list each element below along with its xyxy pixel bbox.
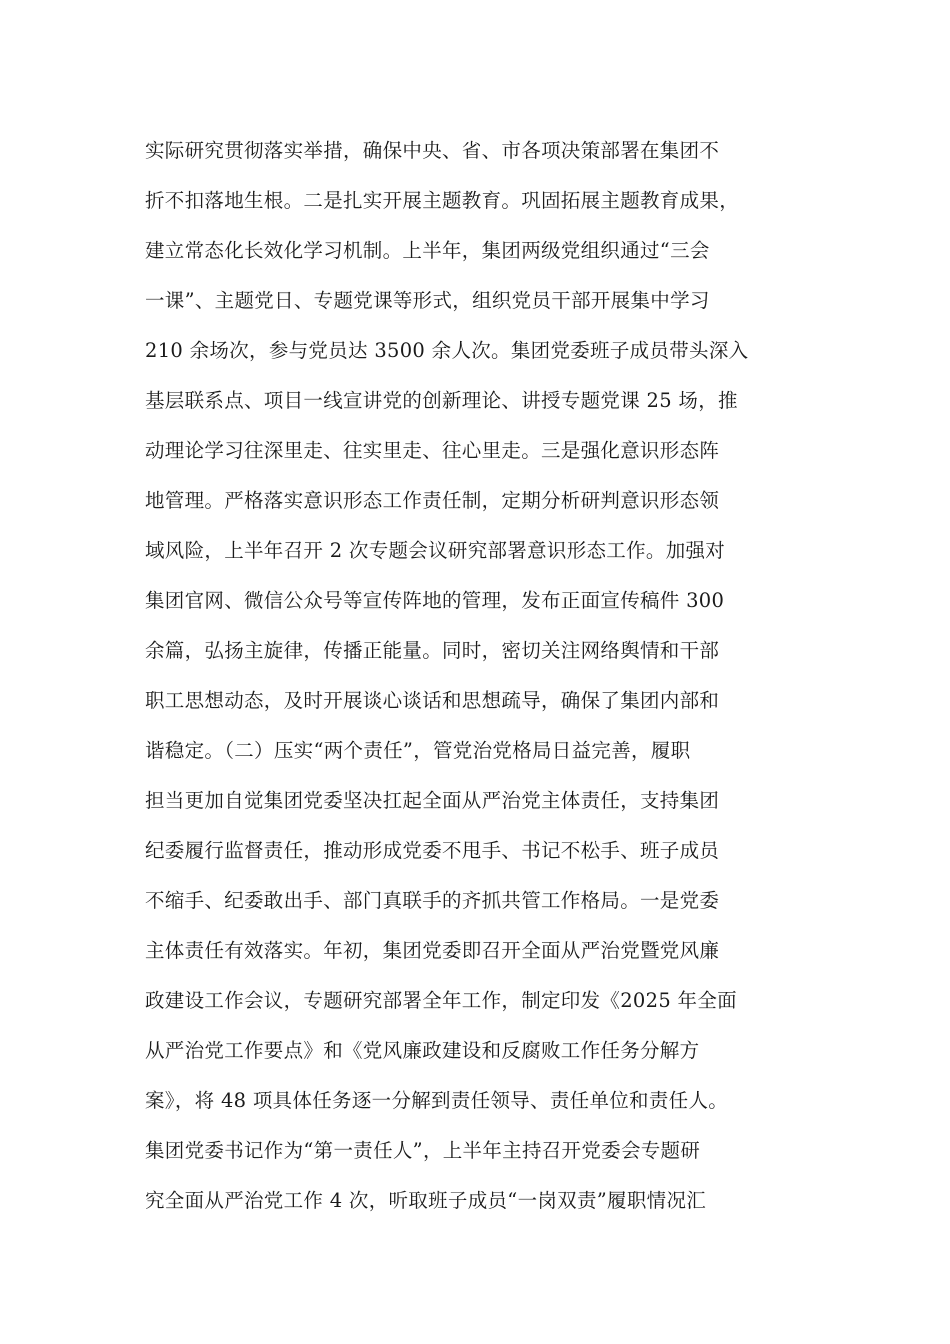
text-line-9: 域风险，上半年召开 2 次专题会议研究部署意识形态工作。加强对: [145, 539, 726, 562]
text-line-10: 集团官网、微信公众号等宣传阵地的管理，发布正面宣传稿件 300: [145, 589, 725, 612]
text-line-11: 余篇，弘扬主旋律，传播正能量。同时，密切关注网络舆情和干部: [145, 639, 720, 662]
text-line-15: 纪委履行监督责任，推动形成党委不甩手、书记不松手、班子成员: [145, 839, 720, 862]
text-line-19: 从严治党工作要点》和《党风廉政建设和反腐败工作任务分解方: [145, 1039, 700, 1062]
text-line-16: 不缩手、纪委敢出手、部门真联手的齐抓共管工作格局。一是党委: [145, 889, 720, 912]
text-line-3: 建立常态化长效化学习机制。上半年，集团两级党组织通过“三会: [145, 239, 710, 262]
text-line-17: 主体责任有效落实。年初，集团党委即召开全面从严治党暨党风廉: [145, 939, 720, 962]
text-line-1: 实际研究贯彻落实举措，确保中央、省、市各项决策部署在集团不: [145, 139, 720, 162]
text-line-13: 谐稳定。（二）压实“两个责任”，管党治党格局日益完善，履职: [145, 739, 691, 762]
text-line-20: 案》，将 48 项具体任务逐一分解到责任领导、责任单位和责任人。: [145, 1089, 729, 1112]
body-text: [145, 126, 845, 1226]
text-line-14: 担当更加自觉集团党委坚决扛起全面从严治党主体责任，支持集团: [145, 789, 720, 812]
text-line-4: 一课”、主题党日、专题党课等形式，组织党员干部开展集中学习: [145, 289, 710, 312]
text-line-2: 折不扣落地生根。二是扎实开展主题教育。巩固拓展主题教育成果，: [145, 189, 740, 212]
text-line-18: 政建设工作会议，专题研究部署全年工作，制定印发《2025 年全面: [145, 989, 737, 1012]
text-line-5: 210 余场次，参与党员达 3500 余人次。集团党委班子成员带头深入: [145, 339, 749, 362]
text-line-22: 究全面从严治党工作 4 次，听取班子成员“一岗双责”履职情况汇: [145, 1189, 707, 1212]
text-line-21: 集团党委书记作为“第一责任人”，上半年主持召开党委会专题研: [145, 1139, 701, 1162]
text-line-6: 基层联系点、项目一线宣讲党的创新理论、讲授专题党课 25 场，推: [145, 389, 738, 412]
text-line-7: 动理论学习往深里走、往实里走、往心里走。三是强化意识形态阵: [145, 439, 720, 462]
text-line-12: 职工思想动态，及时开展谈心谈话和思想疏导，确保了集团内部和: [145, 689, 720, 712]
text-line-8: 地管理。严格落实意识形态工作责任制，定期分析研判意识形态领: [145, 489, 720, 512]
